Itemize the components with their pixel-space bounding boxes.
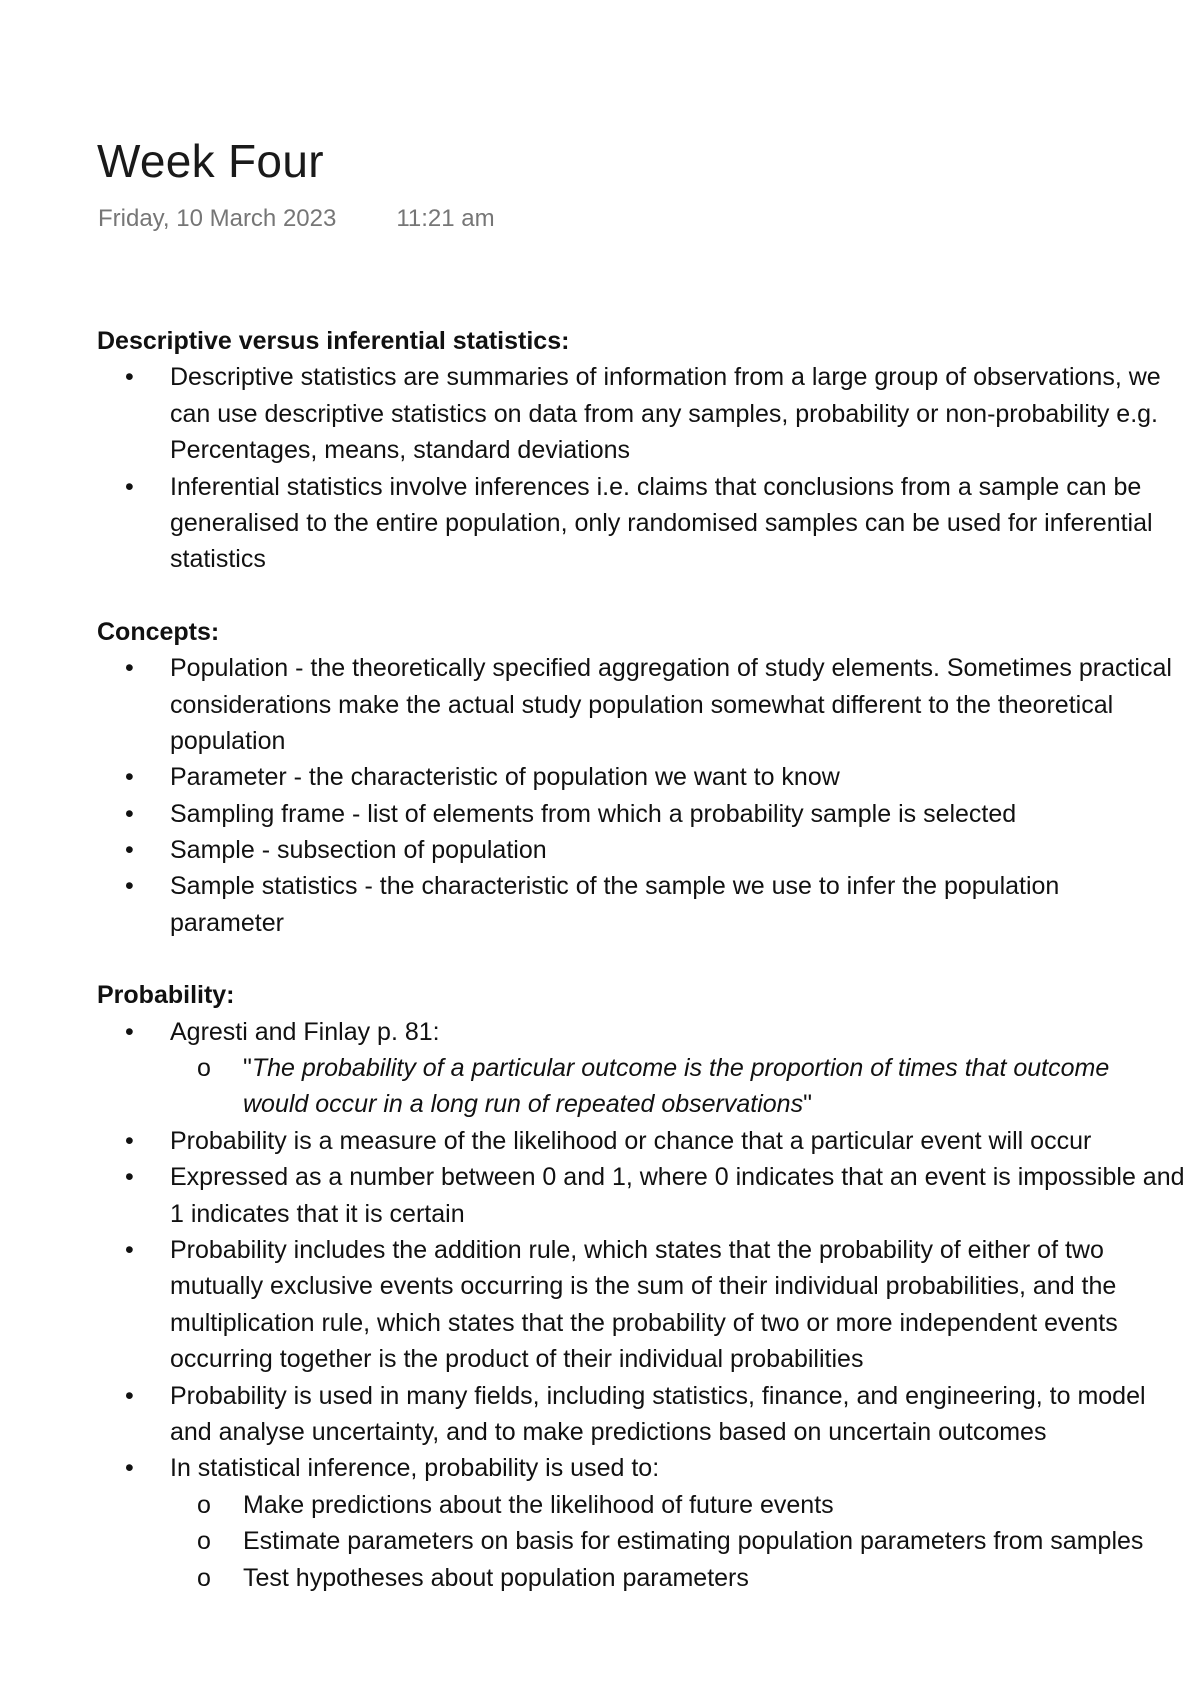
bullet-icon: • xyxy=(125,1235,134,1264)
text-line: Sampling frame - list of elements from which a probability sample is selected xyxy=(170,799,1017,828)
close-quote: " xyxy=(803,1090,812,1119)
bullet-icon: • xyxy=(125,1017,134,1046)
text-line: Test hypotheses about population parameters xyxy=(243,1563,749,1592)
sub-bullet-icon: o xyxy=(197,1563,211,1592)
sub-bullet-list xyxy=(170,1487,1200,1596)
sub-list-item xyxy=(97,1523,1200,1559)
sub-bullet-icon: o xyxy=(197,1054,211,1083)
text-line: Probability is used in many fields, including statistics, finance, and engineering, to model xyxy=(170,1381,1146,1410)
sub-list-item xyxy=(97,1560,1200,1596)
text-line: In statistical inference, probability is used to: xyxy=(170,1454,660,1483)
text-line: parameter xyxy=(170,908,284,937)
text-line: mutually exclusive events occurring is the sum of their individual probabilities, and the xyxy=(170,1272,1117,1301)
note-timestamp xyxy=(98,205,495,233)
text-line: Inferential statistics involve inferences i.e. claims that conclusions from a sample can be xyxy=(170,472,1142,501)
quote-line xyxy=(243,1086,1200,1122)
bullet-icon: • xyxy=(125,1454,134,1483)
list-item xyxy=(97,1014,1200,1123)
text-line: considerations make the actual study population somewhat different to the theoretical xyxy=(170,690,1114,719)
quote-text: The probability of a particular outcome is the proportion of times that outcome xyxy=(251,1054,1110,1083)
text-line: occurring together is the product of their individual probabilities xyxy=(170,1345,864,1374)
bullet-icon: • xyxy=(125,872,134,901)
text-line: statistics xyxy=(170,545,266,574)
section-probability xyxy=(97,977,1200,1596)
note-body xyxy=(97,323,1200,1596)
text-line: generalised to the entire population, only randomised samples can be used for inferential xyxy=(170,508,1153,537)
bullet-icon: • xyxy=(125,1126,134,1155)
text-line: Parameter - the characteristic of population we want to know xyxy=(170,763,840,792)
text-line: Expressed as a number between 0 and 1, where 0 indicates that an event is impossible and xyxy=(170,1163,1185,1192)
text-line: Agresti and Finlay p. 81: xyxy=(170,1017,440,1046)
text-line: 1 indicates that it is certain xyxy=(170,1199,465,1228)
section-concepts xyxy=(97,614,1200,942)
sub-bullet-icon: o xyxy=(197,1527,211,1556)
text-line: can use descriptive statistics on data from any samples, probability or non-probability e.g. xyxy=(170,399,1158,428)
page-title: Week Four xyxy=(97,135,324,187)
list-item xyxy=(97,1450,1200,1596)
list-item xyxy=(97,868,1200,941)
bullet-icon: • xyxy=(125,654,134,683)
text-line: Sample statistics - the characteristic of the sample we use to infer the population xyxy=(170,872,1060,901)
list-item xyxy=(97,1159,1200,1232)
bullet-list xyxy=(97,1014,1200,1596)
section-heading: Descriptive versus inferential statistics: xyxy=(97,327,570,355)
bullet-icon: • xyxy=(125,1163,134,1192)
bullet-icon: • xyxy=(125,1381,134,1410)
bullet-icon: • xyxy=(125,836,134,865)
list-item xyxy=(97,650,1200,759)
list-item xyxy=(97,1123,1200,1159)
text-line: Descriptive statistics are summaries of information from a large group of observations, we xyxy=(170,363,1161,392)
list-item xyxy=(97,1232,1200,1378)
note-time: 11:21 am xyxy=(396,205,495,232)
list-item xyxy=(97,359,1200,468)
quote-text: would occur in a long run of repeated observations xyxy=(243,1090,804,1119)
list-item xyxy=(97,759,1200,795)
bullet-list xyxy=(97,650,1200,941)
sub-bullet-list xyxy=(170,1050,1200,1123)
text-line: Make predictions about the likelihood of future events xyxy=(243,1490,834,1519)
bullet-icon: • xyxy=(125,472,134,501)
sub-list-item xyxy=(97,1487,1200,1523)
text-line: population xyxy=(170,726,286,755)
quote-line xyxy=(243,1050,1200,1086)
bullet-list xyxy=(97,359,1200,577)
list-item xyxy=(97,469,1200,578)
text-line: Estimate parameters on basis for estimating population parameters from samples xyxy=(243,1527,1144,1556)
text-line: Sample - subsection of population xyxy=(170,836,547,865)
section-heading: Concepts: xyxy=(97,617,220,646)
list-item xyxy=(97,796,1200,832)
bullet-icon: • xyxy=(125,763,134,792)
list-item xyxy=(97,832,1200,868)
text-line: Percentages, means, standard deviations xyxy=(170,436,630,465)
text-line: Probability includes the addition rule, which states that the probability of either of two xyxy=(170,1235,1104,1264)
text-line: and analyse uncertainty, and to make predictions based on uncertain outcomes xyxy=(170,1417,1047,1446)
text-line: Probability is a measure of the likelihood or chance that a particular event will occur xyxy=(170,1126,1092,1155)
section-descriptive xyxy=(97,323,1200,578)
section-heading: Probability: xyxy=(97,981,235,1010)
note-date: Friday, 10 March 2023 xyxy=(98,205,337,232)
text-line: Population - the theoretically specified aggregation of study elements. Sometimes practical xyxy=(170,654,1172,683)
text-line: multiplication rule, which states that the probability of two or more independent events xyxy=(170,1308,1118,1337)
sub-bullet-icon: o xyxy=(197,1490,211,1519)
list-item xyxy=(97,1378,1200,1451)
bullet-icon: • xyxy=(125,799,134,828)
open-quote: " xyxy=(243,1054,252,1083)
bullet-icon: • xyxy=(125,363,134,392)
sub-list-item xyxy=(97,1050,1200,1123)
